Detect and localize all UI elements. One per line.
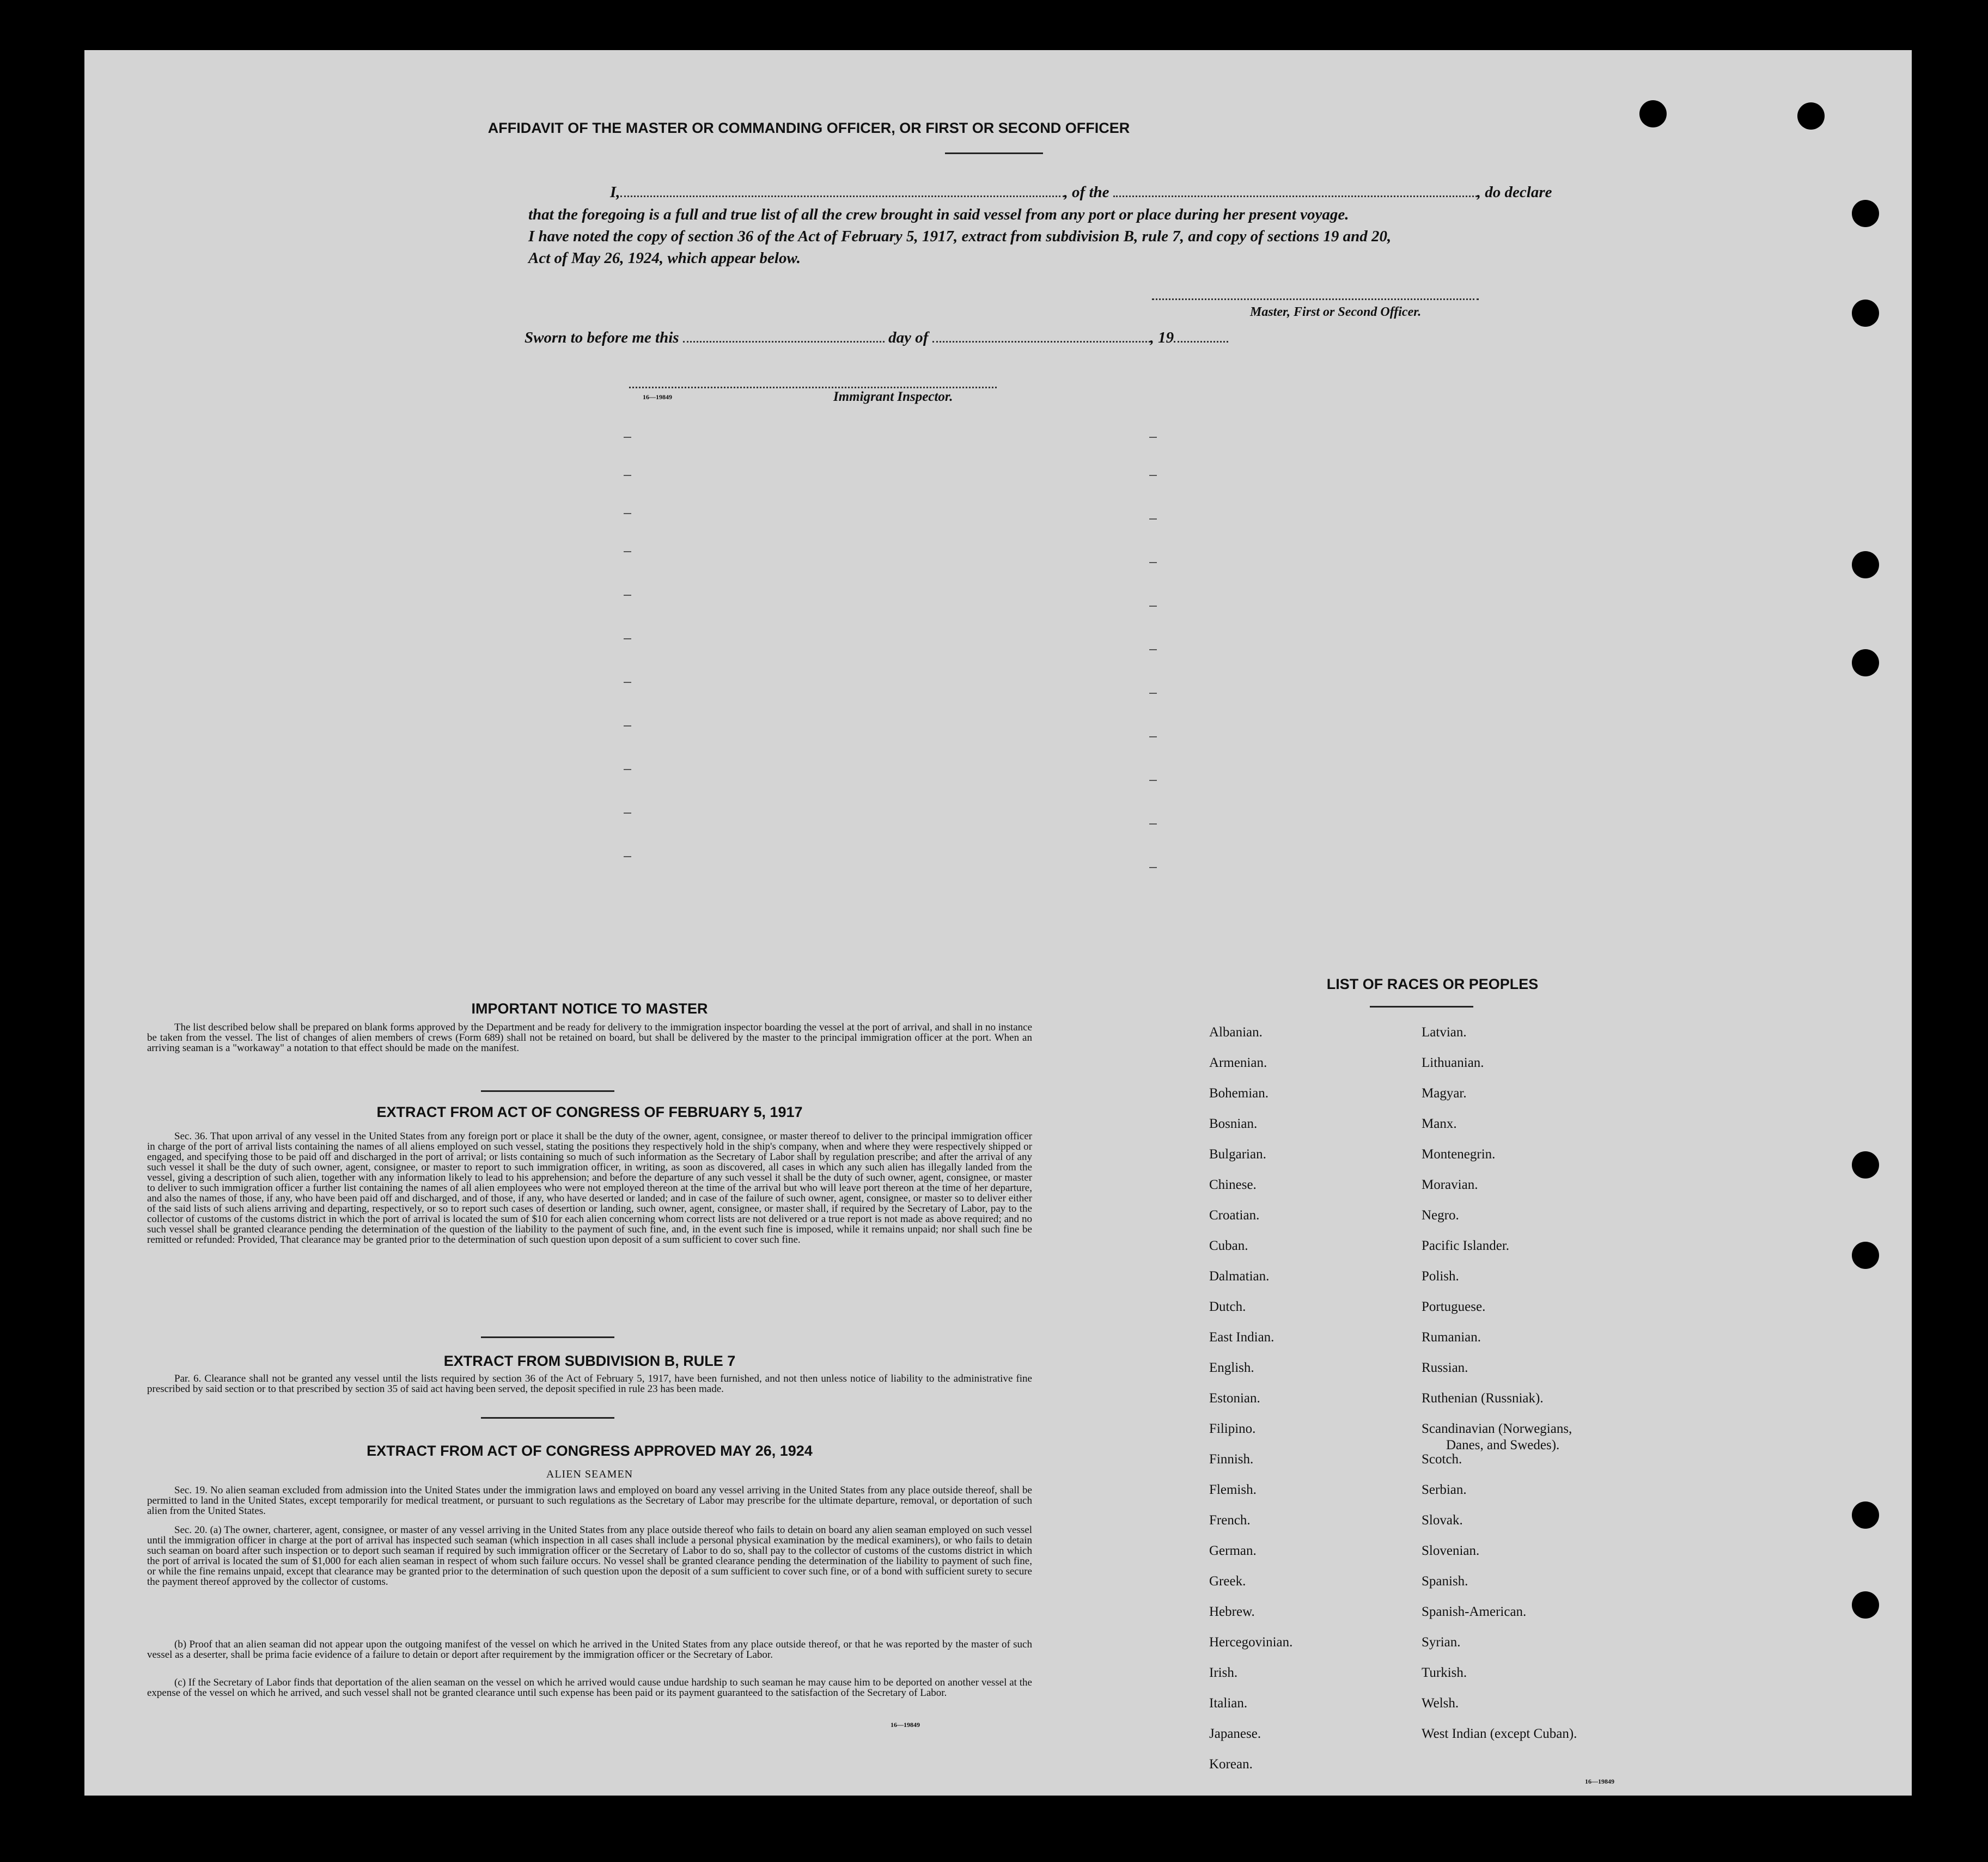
race-item: English. [1209,1360,1254,1375]
race-item: Dalmatian. [1209,1269,1270,1284]
race-item: Albanian. [1209,1025,1263,1040]
race-item: Danes, and Swedes). [1446,1438,1560,1452]
race-item: Ruthenian (Russniak). [1422,1391,1544,1406]
template-dash [1149,437,1157,438]
punch-hole-icon [1852,200,1879,227]
race-item: Dutch. [1209,1299,1246,1314]
race-item: Croatian. [1209,1208,1260,1223]
punch-hole-icon [1852,551,1879,578]
section-rule [481,1336,614,1338]
extract-1917-text: Sec. 36. That upon arrival of any vessel in the United States from any foreign port or place it shall be the duty of the owner, agent, consignee, or master thereof to deliver to the principal immigration officer in charge of the port of arrival lists containing the names of all aliens employed on such vessel, stating the positions they respectively hold in the ship's company, when and where they were respectively shipped or engaged, and specifying those to be paid off and discharged in the port of arrival; or lists containing so much of such information as the Secretary of Labor shall by regulation prescribe; and after the arrival of any such vessel it shall be the duty of such owner, agent, consignee, or master to report to such immigration officer, in writing, as soon as discovered, all cases in which any such alien has illegally landed from the vessel, giving a description of such alien, together with any information likely to lead to his apprehension; and before the departure of any such vessel it shall be the duty of such owner, agent, consignee, or master to deliver to such immigration officer a further list containing the names of all alien employees who were not employed thereon at the time of the arrival but who will leave port thereon at the time of her departure, and also the names of those, if any, who have been paid off and discharged, and of those, if any, who have deserted or landed; and in case of the failure of such owner, agent, consignee, or master so to deliver either of the said lists of such aliens arriving and departing, respectively, or so to report such cases of desertion or landing, such owner, agent, consignee, or master shall, if required by the Secretary of Labor, pay to the collector of customs of the customs district in which the port of arrival is located the sum of $10 for each alien concerning whom correct lists are not delivered or a true report is not made as above required; and no such vessel shall be granted clearance pending the determination of the question of the liability to the payment of such fine, and, in the event such fine is imposed, while it remains unpaid; nor shall such fine be remitted or refunded: Provided, That clearance may be granted prior to the determination of such question upon deposit of a sum sufficient to cover such fine. [147,1131,1032,1246]
vessel-name-field[interactable] [1113,196,1477,197]
race-item: Italian. [1209,1696,1248,1711]
declare-label: , do declare [1477,184,1552,201]
master-signature-caption: Master, First or Second Officer. [1250,305,1422,319]
punch-hole-icon [1852,1151,1879,1179]
template-dash [1149,606,1157,607]
race-item: Bosnian. [1209,1116,1258,1131]
notice-title: IMPORTANT NOTICE TO MASTER [471,1000,708,1017]
race-item: Portuguese. [1422,1299,1486,1314]
inspector-signature-caption: Immigrant Inspector. [833,389,953,404]
races-title: LIST OF RACES OR PEOPLES [1326,976,1539,992]
race-item: Manx. [1422,1116,1457,1131]
template-dash [1149,736,1157,737]
template-dash [1149,562,1157,563]
notice-text: The list described below shall be prepared on blank forms approved by the Department and be ready for delivery to the immigration inspector boarding the vessel at the port of arrival, and shall in no instance be taken from the vessel. The list of changes of alien members of crews (Form 689) shall not be retained on board, but shall be delivered by the master to the principal immigration officer at the port. When an arriving seaman is a "workaway" a notation to that effect should be made on the manifest. [147,1022,1032,1054]
punch-hole-icon [1852,1591,1879,1619]
race-item: Negro. [1422,1208,1459,1223]
template-dash [624,437,631,438]
race-item: Slovenian. [1422,1543,1480,1558]
race-item: Scandinavian (Norwegians, [1422,1421,1572,1436]
inspector-signature-field[interactable] [629,387,997,388]
race-item: Lithuanian. [1422,1055,1484,1070]
affidavit-declaration-line2: that the foregoing is a full and true list of all the crew brought in said vessel from any port or place during her present voyage. [528,206,1349,223]
race-item: Irish. [1209,1665,1238,1680]
race-item: Hercegovinian. [1209,1635,1293,1650]
template-dash [624,638,631,639]
race-item: German. [1209,1543,1257,1558]
affidavit-title: AFFIDAVIT OF THE MASTER OR COMMANDING OFFICER, OR FIRST OR SECOND OFFICER [487,120,1130,136]
race-item: Turkish. [1422,1665,1467,1680]
race-item: Flemish. [1209,1482,1257,1497]
template-dash [624,769,631,770]
template-dash [624,475,631,476]
race-item: Syrian. [1422,1635,1461,1650]
template-dash [1149,649,1157,650]
race-item: East Indian. [1209,1330,1274,1345]
form-page [84,50,1912,1796]
extract-1924-sec20a: Sec. 20. (a) The owner, charterer, agent, consignee, or master of any vessel arriving in the United States from any place outside thereof who fails to detain on board any alien seaman employed on such vessel until the immigration officer in charge at the port of arrival has inspected such seaman (which inspection in all cases shall include a personal physical examination by the medical examiners), or who fails to detain such seaman on board after such inspection or to deport such seaman if required by such immigration officer or the Secretary of Labor to do so, shall pay to the collector of customs of the customs district in which the port of arrival is located the sum of $1,000 for each alien seaman in respect of whom such failure occurs. No vessel shall be granted clearance pending the determination of the liability to payment of such fine, or while the fine remains unpaid, except that clearance may be granted prior to the determination of such question upon the deposit of a sum sufficient to cover such fine, or of a bond with sufficient surety to secure the payment thereof approved by the collector of customs. [147,1524,1032,1588]
race-item: Bulgarian. [1209,1147,1266,1162]
template-dash [1149,475,1157,476]
template-dash [624,813,631,814]
race-item: Finnish. [1209,1452,1254,1467]
race-item: Chinese. [1209,1177,1257,1192]
race-item: Rumanian. [1422,1330,1481,1345]
race-item: Polish. [1422,1269,1459,1284]
race-item: Welsh. [1422,1696,1459,1711]
vessel-label: , of the [1064,184,1109,201]
extract-1924-sec20b: (b) Proof that an alien seaman did not appear upon the outgoing manifest of the vessel on which he arrived in the United States from any place outside thereof, or that he was reported by the master of such vessel as a deserter, shall be prima facie evidence of a failure to detain or deport after requirement by the immigration officer or the Secretary of Labor. [147,1639,1032,1660]
day-of-label: day of [888,329,929,346]
punch-hole-icon [1797,102,1825,130]
sworn-year-field[interactable] [1174,341,1228,343]
extract-1924-sec20c: (c) If the Secretary of Labor finds that deportation of the alien seaman on the vessel on which he arrived would cause undue hardship to such seaman he may cause him to be deported on another vessel at the expense of the vessel on which he arrived, and such vessel shall not be granted clearance until such expense has been paid or its payment guaranteed to the satisfaction of the Secretary of Labor. [147,1677,1032,1699]
template-dash [1149,518,1157,520]
race-item: Pacific Islander. [1422,1238,1510,1253]
sworn-month-field[interactable] [932,341,1150,343]
year-label: , 19 [1150,329,1174,346]
template-dash [624,725,631,727]
template-dash [1149,867,1157,868]
template-dash [1149,823,1157,825]
race-item: Magyar. [1422,1086,1467,1101]
extract-1924-subtitle: ALIEN SEAMEN [546,1468,633,1480]
races-form-number: 16—19849 [1585,1778,1614,1785]
sworn-label: Sworn to before me this [525,329,679,346]
race-item: Scotch. [1422,1452,1462,1467]
sworn-day-field[interactable] [683,341,885,343]
template-dash [624,513,631,514]
affidavit-declaration-line1 [528,184,1596,202]
extract-1924-sec19: Sec. 19. No alien seaman excluded from admission into the United States under the immigration laws and employed on board any vessel arriving in the United States from any place outside thereof, shall be permitted to land in the United States, except temporarily for medical treatment, or pursuant to such regulations as the Secretary of Labor may prescribe for the ultimate departure, removal, or deportation of such alien from the United States. [147,1485,1032,1517]
template-dash [624,682,631,683]
extract-rule7-text: Par. 6. Clearance shall not be granted any vessel until the lists required by section 36 of the Act of February 5, 1917, have been furnished, and not then unless notice of liability to the administrative fine prescribed by said section or to that prescribed by section 35 of said act having been served, the deposit specified in rule 23 has been made. [147,1373,1032,1395]
race-item: Slovak. [1422,1513,1463,1528]
sworn-line [525,329,1228,347]
punch-hole-icon [1852,649,1879,676]
extract-1917-title: EXTRACT FROM ACT OF CONGRESS OF FEBRUARY 5, 1917 [376,1104,803,1120]
race-item: Spanish-American. [1422,1604,1527,1619]
affidavit-form-number: 16—19849 [643,393,672,401]
master-signature-field[interactable] [1152,298,1479,300]
race-item: Bohemian. [1209,1086,1269,1101]
race-item: Cuban. [1209,1238,1248,1253]
race-item: Russian. [1422,1360,1468,1375]
template-dash [624,595,631,596]
template-dash [624,856,631,857]
title-rule [945,152,1043,154]
race-item: Moravian. [1422,1177,1478,1192]
extract-1924-title: EXTRACT FROM ACT OF CONGRESS APPROVED MAY 26, 1924 [367,1443,813,1459]
race-item: Estonian. [1209,1391,1260,1406]
punch-hole-icon [1852,300,1879,327]
affidavit-declaration-line3: I have noted the copy of section 36 of the Act of February 5, 1917, extract from subdivision B, rule 7, and copy of sections 19 and 20, [528,228,1392,245]
race-item: French. [1209,1513,1251,1528]
template-dash [624,551,631,552]
race-item: Spanish. [1422,1574,1468,1589]
race-item: Hebrew. [1209,1604,1255,1619]
race-item: Filipino. [1209,1421,1256,1436]
punch-hole-icon [1639,100,1667,127]
race-item: Greek. [1209,1574,1246,1589]
race-item: Serbian. [1422,1482,1467,1497]
extract-form-number: 16—19849 [891,1721,920,1729]
template-dash [1149,693,1157,694]
declarant-name-field[interactable] [620,196,1064,197]
race-item: Japanese. [1209,1726,1261,1741]
section-rule [481,1417,614,1419]
race-item: Montenegrin. [1422,1147,1496,1162]
template-dash [1149,780,1157,781]
extract-rule7-title: EXTRACT FROM SUBDIVISION B, RULE 7 [443,1353,736,1369]
races-title-rule [1370,1006,1473,1008]
punch-hole-icon [1852,1501,1879,1529]
race-item: Armenian. [1209,1055,1267,1070]
race-item: West Indian (except Cuban). [1422,1726,1577,1741]
affidavit-declaration-line4: Act of May 26, 1924, which appear below. [528,249,801,267]
declarant-label: I, [610,184,620,201]
race-item: Korean. [1209,1757,1253,1772]
punch-hole-icon [1852,1242,1879,1269]
section-rule [481,1090,614,1092]
race-item: Latvian. [1422,1025,1467,1040]
